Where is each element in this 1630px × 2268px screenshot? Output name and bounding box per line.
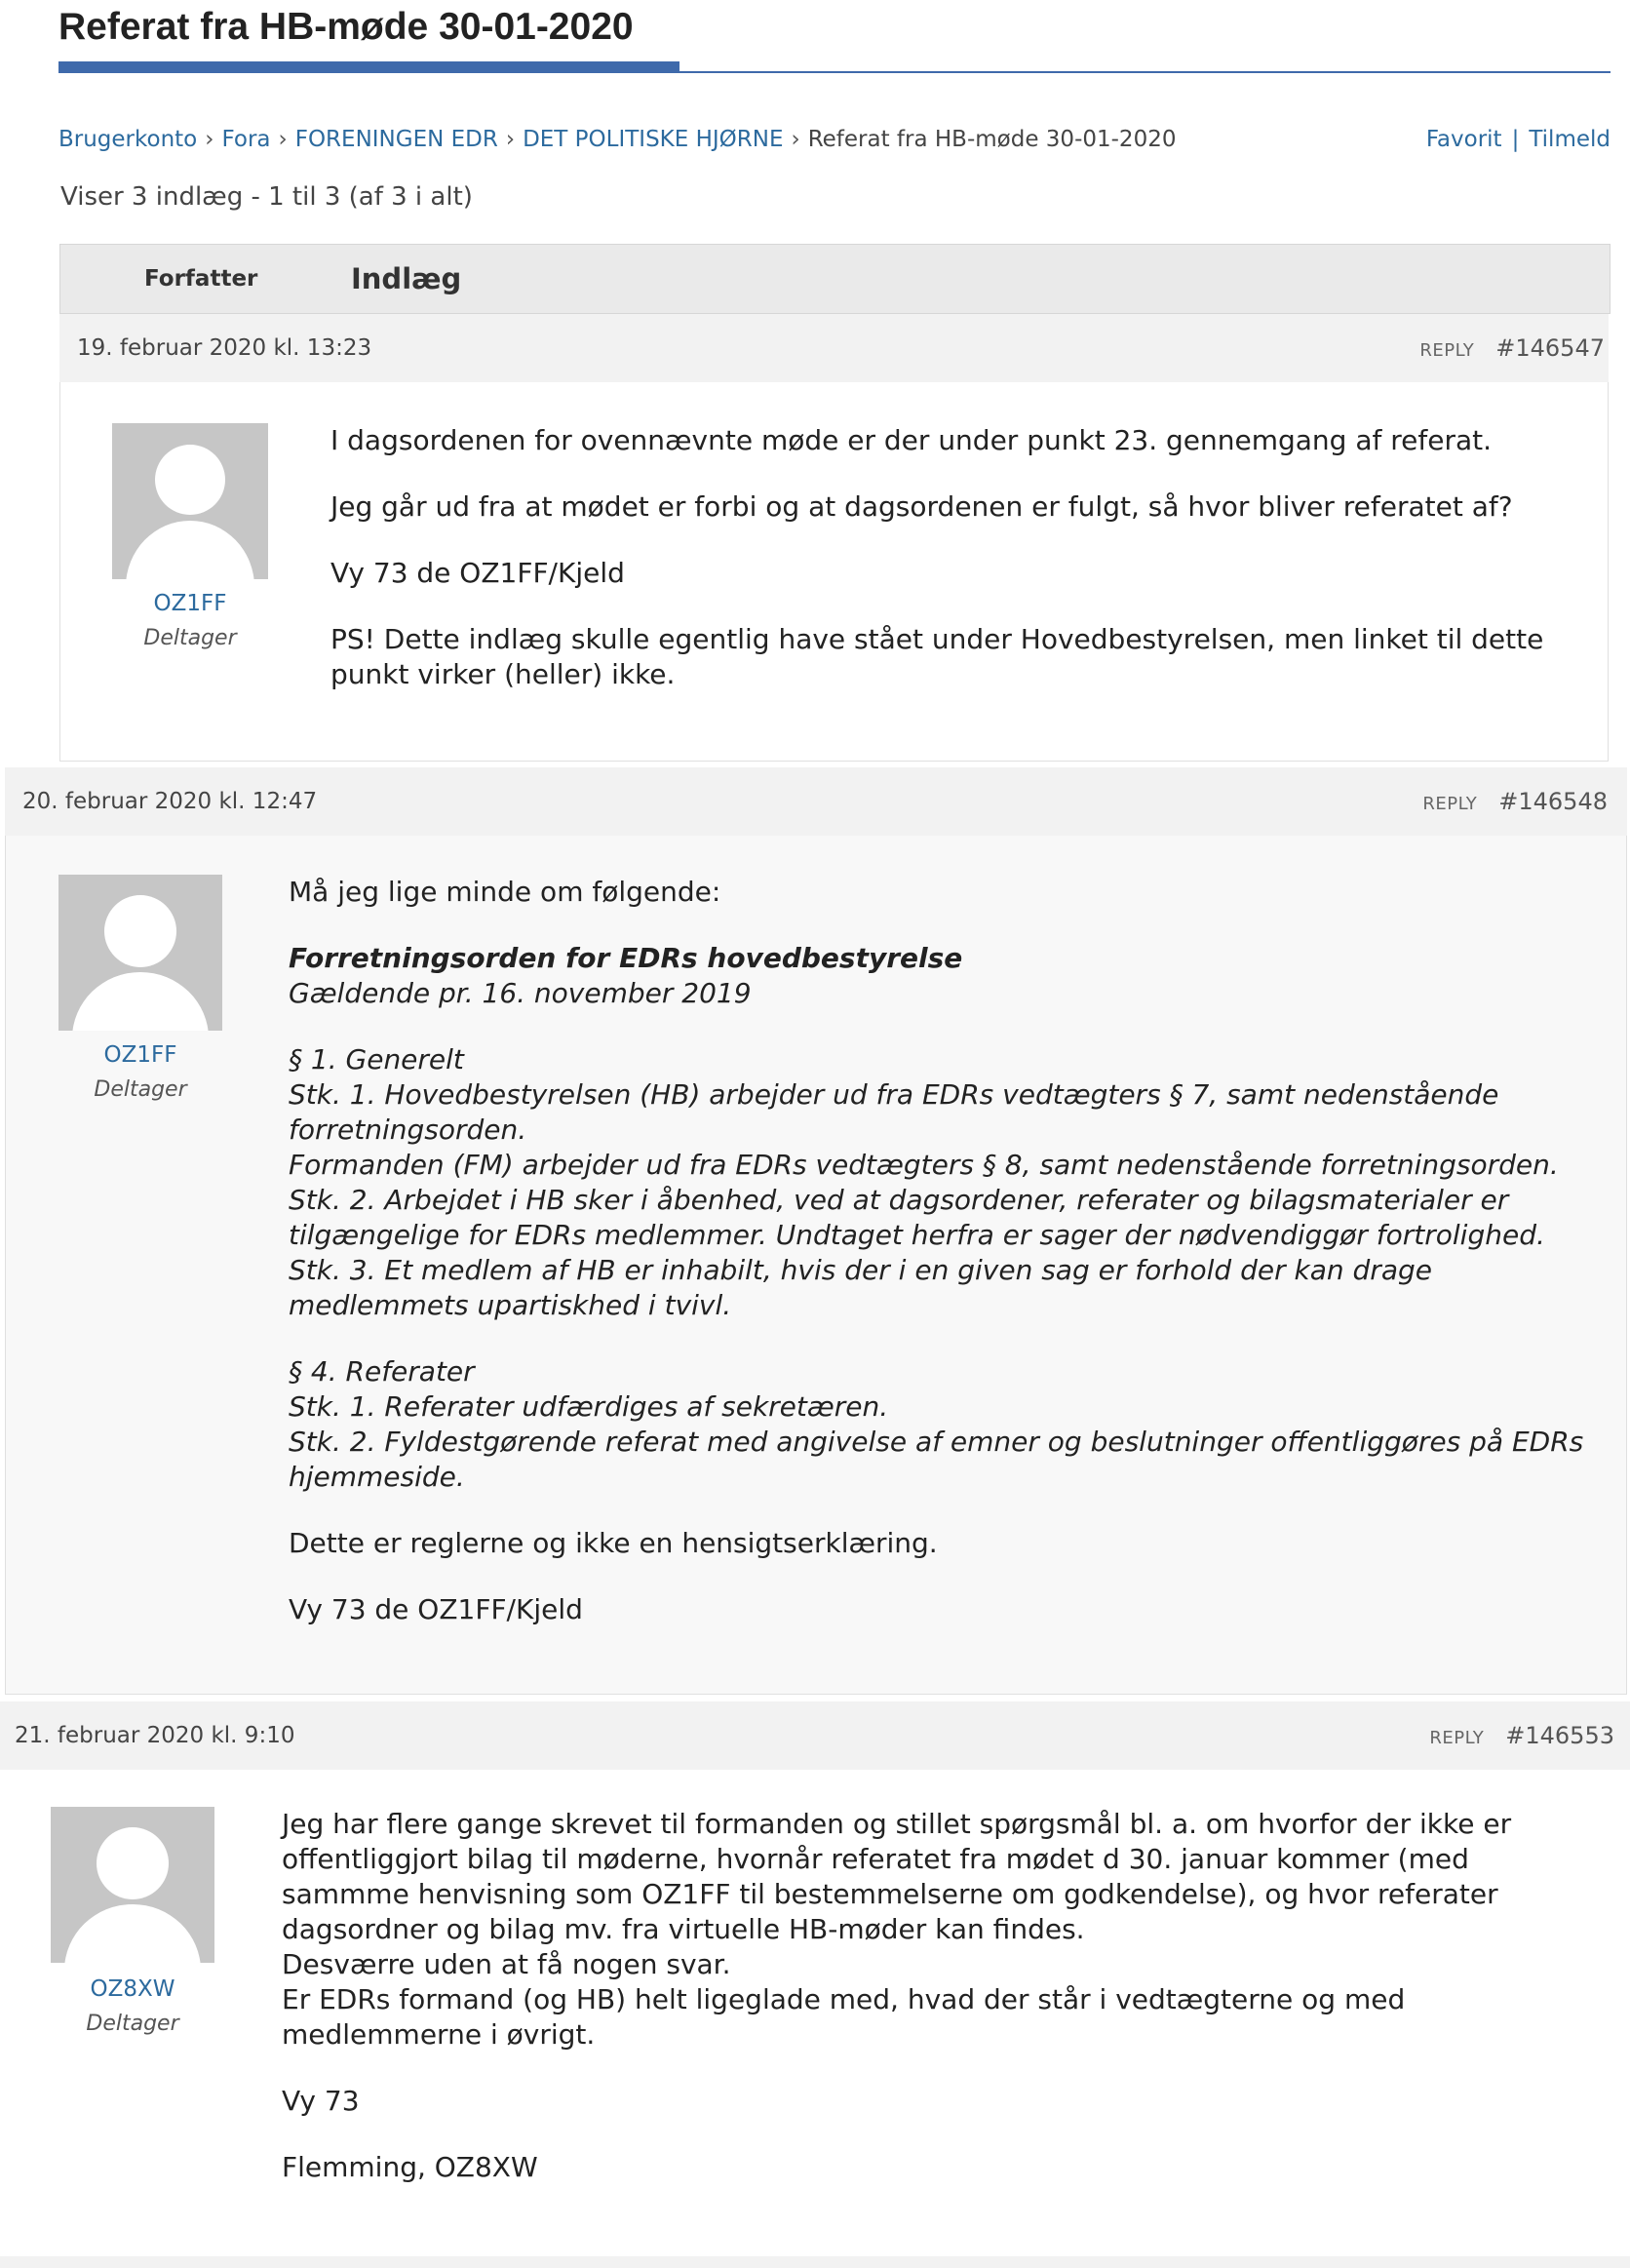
breadcrumb-brugerkonto[interactable]: Brugerkonto	[58, 127, 198, 152]
breadcrumb-separator: ›	[278, 127, 288, 152]
column-author: Forfatter	[144, 266, 258, 292]
avatar[interactable]	[58, 875, 222, 1031]
quote-line: Stk. 2. Arbejdet i HB sker i åbenhed, ved at dagsordener, referater og bilagsmaterialer er tilgængelige for EDRs medlemmer. Undtaget herfra er sager der nødvendiggør fortrolighed.	[289, 1184, 1545, 1251]
post-date: 19. februar 2020 kl. 13:23	[77, 335, 372, 361]
favorite-link[interactable]: Favorit	[1425, 127, 1502, 152]
quote-line: Stk. 3. Et medlem af HB er inhabilt, hvis der i en given sag er forhold der kan drage medlemmets upartiskhed i tvivl.	[289, 1254, 1432, 1321]
breadcrumb	[58, 123, 1611, 156]
post-content	[282, 1807, 1598, 2216]
post-date: 20. februar 2020 kl. 12:47	[22, 789, 318, 814]
user-silhouette-icon	[58, 875, 222, 1031]
post-paragraph: Må jeg lige minde om følgende:	[289, 876, 721, 908]
post-actions	[1419, 314, 1605, 385]
post-body	[5, 836, 1627, 1695]
breadcrumb-foreningen-edr[interactable]: FORENINGEN EDR	[294, 127, 498, 152]
post-body	[59, 382, 1609, 762]
user-silhouette-icon	[51, 1807, 214, 1963]
quote-line: Stk. 1. Hovedbestyrelsen (HB) arbejder ud fra EDRs vedtægters § 7, samt nedenstående forretningsorden.	[289, 1078, 1499, 1146]
author-name-link[interactable]: OZ8XW	[90, 1976, 175, 2002]
action-divider: |	[1511, 127, 1520, 152]
author-role: Deltager	[86, 2012, 179, 2036]
author-role: Deltager	[143, 626, 237, 650]
breadcrumb-separator: ›	[205, 127, 214, 152]
post-content	[289, 875, 1595, 1659]
author-name-link[interactable]: OZ1FF	[103, 1042, 177, 1068]
quote-line: Formanden (FM) arbejder ud fra EDRs vedtægters § 8, samt nedenstående forretningsorden.	[289, 1149, 1559, 1181]
quote-line: § 4. Referater	[289, 1355, 475, 1388]
breadcrumb-separator: ›	[505, 127, 516, 152]
post-permalink[interactable]: #146548	[1498, 788, 1608, 815]
breadcrumb-fora[interactable]: Fora	[221, 127, 271, 152]
avatar[interactable]	[51, 1807, 214, 1963]
post-content	[330, 423, 1569, 723]
post-actions	[1429, 1701, 1614, 1773]
post-header	[0, 1701, 1630, 1770]
post-paragraph: PS! Dette indlæg skulle egentlig have stået under Hovedbestyrelsen, men linket til dette punkt virker (heller) ikke.	[330, 623, 1544, 690]
post-paragraph: Dette er reglerne og ikke en hensigtserklæring.	[289, 1527, 938, 1559]
posts-table-header	[59, 244, 1611, 314]
quote-subtitle: Gældende pr. 16. november 2019	[289, 977, 752, 1009]
post-paragraph: I dagsordenen for ovennævnte møde er der under punkt 23. gennemgang af referat.	[330, 424, 1493, 456]
post-date: 21. februar 2020 kl. 9:10	[15, 1723, 295, 1748]
breadcrumb-separator: ›	[791, 127, 800, 152]
reply-button[interactable]: REPLY	[1429, 1728, 1485, 1748]
footer-strip	[0, 2256, 1630, 2268]
post-line: Er EDRs formand (og HB) helt ligeglade med, hvad der står i vedtægterne og med medlemmerne i øvrigt.	[282, 1983, 1406, 2051]
author-role: Deltager	[94, 1077, 187, 1102]
author-name-link[interactable]: OZ1FF	[153, 591, 227, 616]
user-silhouette-icon	[112, 423, 268, 579]
quote-line: Stk. 2. Fyldestgørende referat med angivelse af emner og beslutninger offentliggøres på EDRs hjemmeside.	[289, 1426, 1584, 1493]
post-signature: Flemming, OZ8XW	[282, 2151, 538, 2183]
quote-section-generelt	[289, 1042, 1595, 1323]
topic-actions	[1426, 123, 1611, 156]
post-actions	[1422, 767, 1608, 839]
breadcrumb-current: Referat fra HB-møde 30-01-2020	[807, 127, 1177, 152]
post-permalink[interactable]: #146553	[1505, 1722, 1614, 1749]
subscribe-link[interactable]: Tilmeld	[1529, 127, 1611, 152]
quote-section-referater	[289, 1354, 1595, 1495]
post-body	[0, 1770, 1630, 2257]
title-underline-accent	[58, 61, 679, 73]
breadcrumb-det-politiske-hjoerne[interactable]: DET POLITISKE HJØRNE	[523, 127, 784, 152]
post-paragraph: Vy 73 de OZ1FF/Kjeld	[330, 557, 625, 589]
post-header	[59, 314, 1609, 382]
quote-line: Stk. 1. Referater udfærdiges af sekretæren.	[289, 1390, 889, 1423]
reply-button[interactable]: REPLY	[1422, 794, 1478, 814]
post-signature: Vy 73 de OZ1FF/Kjeld	[289, 1593, 583, 1625]
post-count-summary: Viser 3 indlæg - 1 til 3 (af 3 i alt)	[60, 182, 473, 212]
post-line: Desværre uden at få nogen svar.	[282, 1948, 731, 1980]
quote-title: Forretningsorden for EDRs hovedbestyrelse	[289, 942, 963, 974]
post-header	[5, 767, 1627, 836]
reply-button[interactable]: REPLY	[1419, 340, 1475, 361]
post-paragraph: Vy 73	[282, 2085, 360, 2117]
post-line: Jeg har flere gange skrevet til formanden og stillet spørgsmål bl. a. om hvorfor der ikke er offentliggjort bilag til møderne, hvornår referatet fra mødet d 30. januar kommer (med sammme henvisning som OZ1FF til bestemmelserne om godkendelse), og hvor referater dagsordner og bilag mv. fra virtuelle HB-møder kan findes.	[282, 1808, 1512, 1945]
page-title: Referat fra HB-møde 30-01-2020	[58, 6, 634, 48]
post-paragraph: Jeg går ud fra at mødet er forbi og at dagsordenen er fulgt, så hvor bliver referatet af?	[330, 490, 1513, 523]
avatar[interactable]	[112, 423, 268, 579]
post-permalink[interactable]: #146547	[1495, 334, 1605, 362]
quote-line: § 1. Generelt	[289, 1043, 464, 1075]
column-post: Indlæg	[351, 262, 462, 295]
